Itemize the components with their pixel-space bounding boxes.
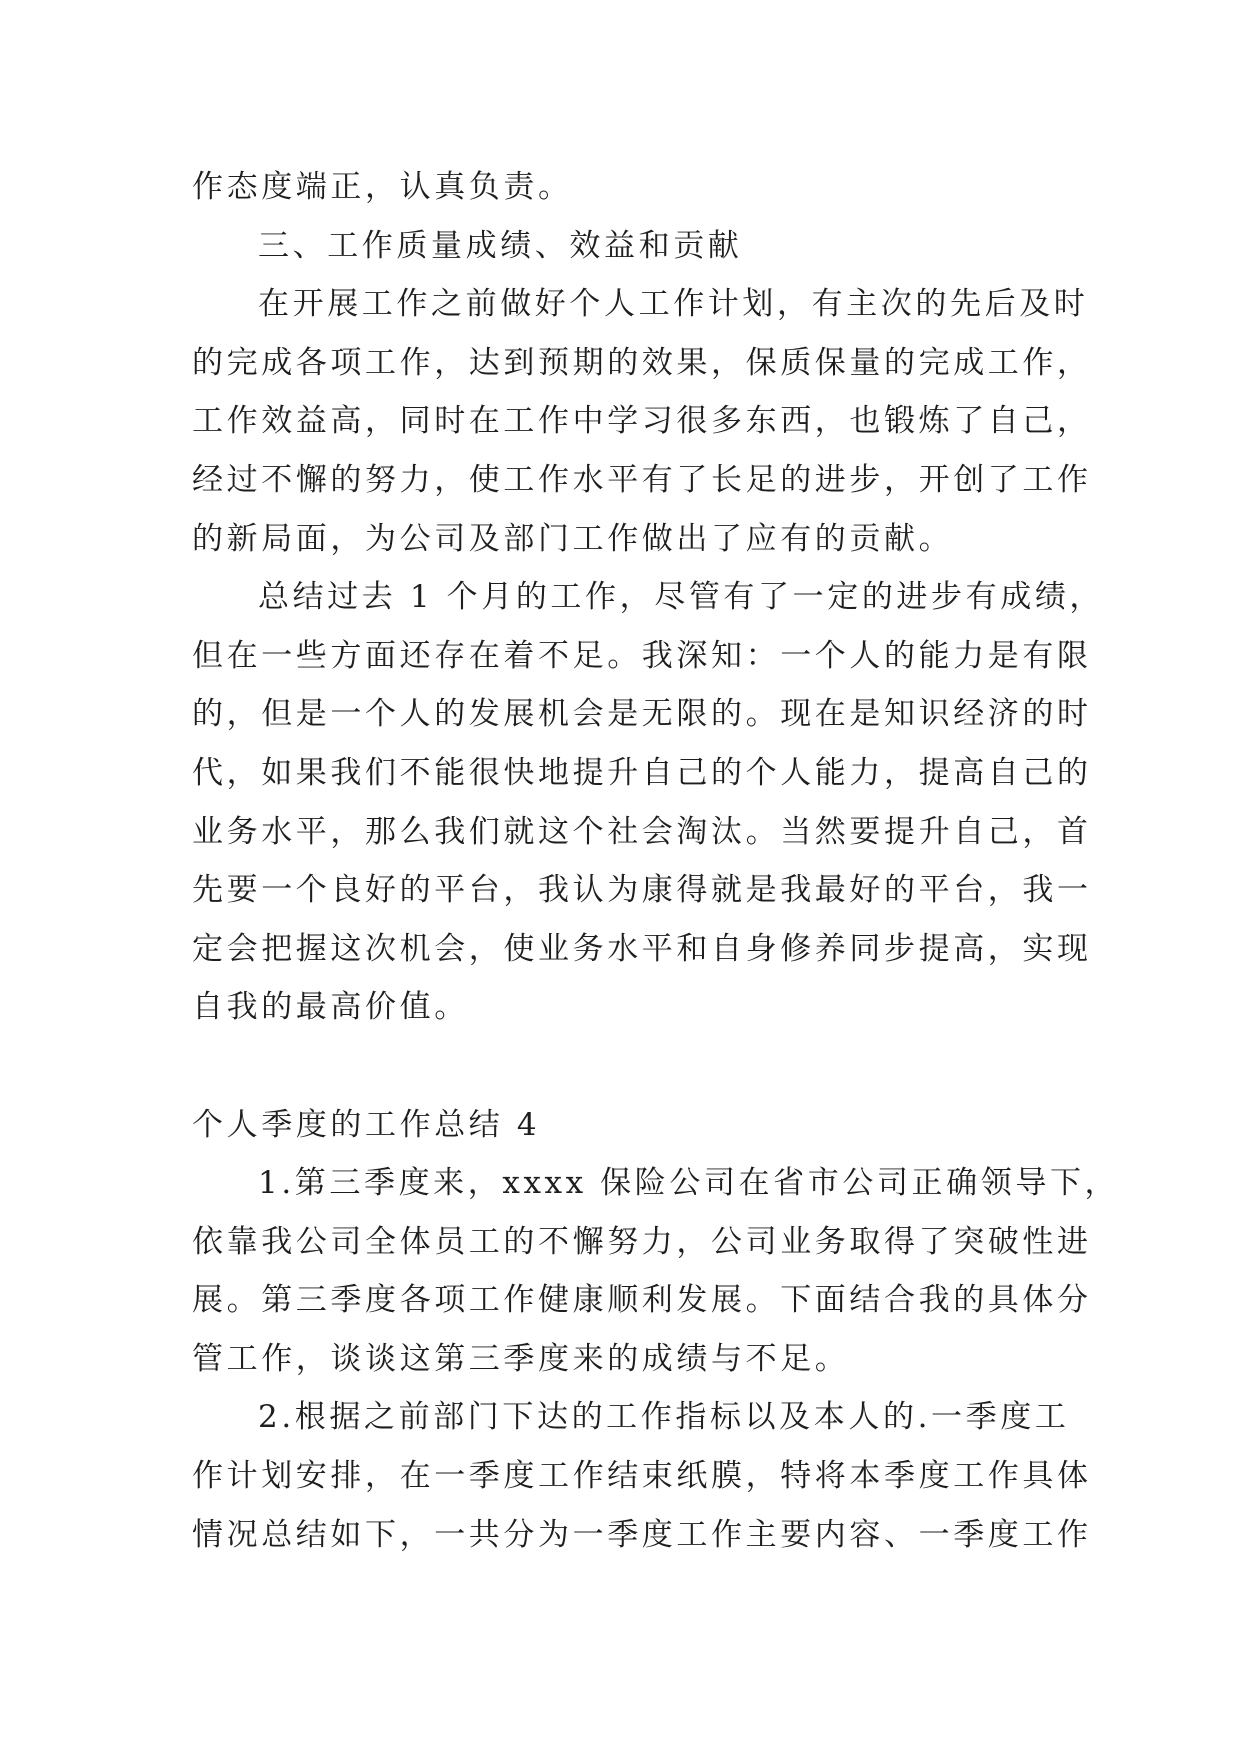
paragraph-item-2 (192, 1388, 1092, 1564)
text-line: 展。第三季度各项工作健康顺利发展。下面结合我的具体分 (192, 1282, 1092, 1319)
text-line: 的，但是一个人的发展机会是无限的。现在是知识经济的时 (192, 696, 1092, 733)
text-line: 1.第三季度来，xxxx 保险公司在省市公司正确领导下， (258, 1165, 1120, 1202)
text-line: 在开展工作之前做好个人工作计划，有主次的先后及时 (258, 286, 1089, 323)
text-line: 作态度端正，认真负责。 (192, 169, 573, 205)
paragraph-item-1 (192, 1154, 1120, 1388)
text-line: 情况总结如下，一共分为一季度工作主要内容、一季度工作 (192, 1516, 1092, 1553)
text-line: 总结过去 1 个月的工作，尽管有了一定的进步有成绩， (258, 579, 1105, 616)
section-title: 个人季度的工作总结 4 (192, 1106, 541, 1143)
text-line: 作计划安排，在一季度工作结束纸膜，特将本季度工作具体 (192, 1458, 1092, 1495)
text-line: 业务水平，那么我们就这个社会淘汰。当然要提升自己，首 (192, 813, 1092, 850)
blank-line (192, 1037, 1072, 1096)
text-line: 定会把握这次机会，使业务水平和自身修养同步提高，实现 (192, 930, 1092, 967)
text-line: 先要一个良好的平台，我认为康得就是我最好的平台，我一 (192, 872, 1092, 909)
text-line: 的新局面，为公司及部门工作做出了应有的贡献。 (192, 520, 954, 557)
text-line: 2.根据之前部门下达的工作指标以及本人的.一季度工 (258, 1399, 1070, 1436)
document-body (192, 158, 1120, 1564)
text-line: 工作效益高，同时在工作中学习很多东西，也锻炼了自己， (192, 403, 1092, 440)
text-line: 自我的最高价值。 (192, 989, 469, 1026)
section-heading-3: 三、工作质量成绩、效益和贡献 (258, 227, 743, 264)
text-line: 经过不懈的努力，使工作水平有了长足的进步，开创了工作 (192, 461, 1092, 498)
text-line: 管工作，谈谈这第三季度来的成绩与不足。 (192, 1340, 850, 1377)
paragraph-summary (192, 568, 1105, 1037)
text-line: 依靠我公司全体员工的不懈努力，公司业务取得了突破性进 (192, 1223, 1092, 1260)
paragraph-work-quality (192, 275, 1092, 568)
text-line: 但在一些方面还存在着不足。我深知：一个人的能力是有限 (192, 637, 1092, 674)
text-line: 代，如果我们不能很快地提升自己的个人能力，提高自己的 (192, 754, 1092, 791)
text-line: 的完成各项工作，达到预期的效果，保质保量的完成工作， (192, 344, 1092, 381)
